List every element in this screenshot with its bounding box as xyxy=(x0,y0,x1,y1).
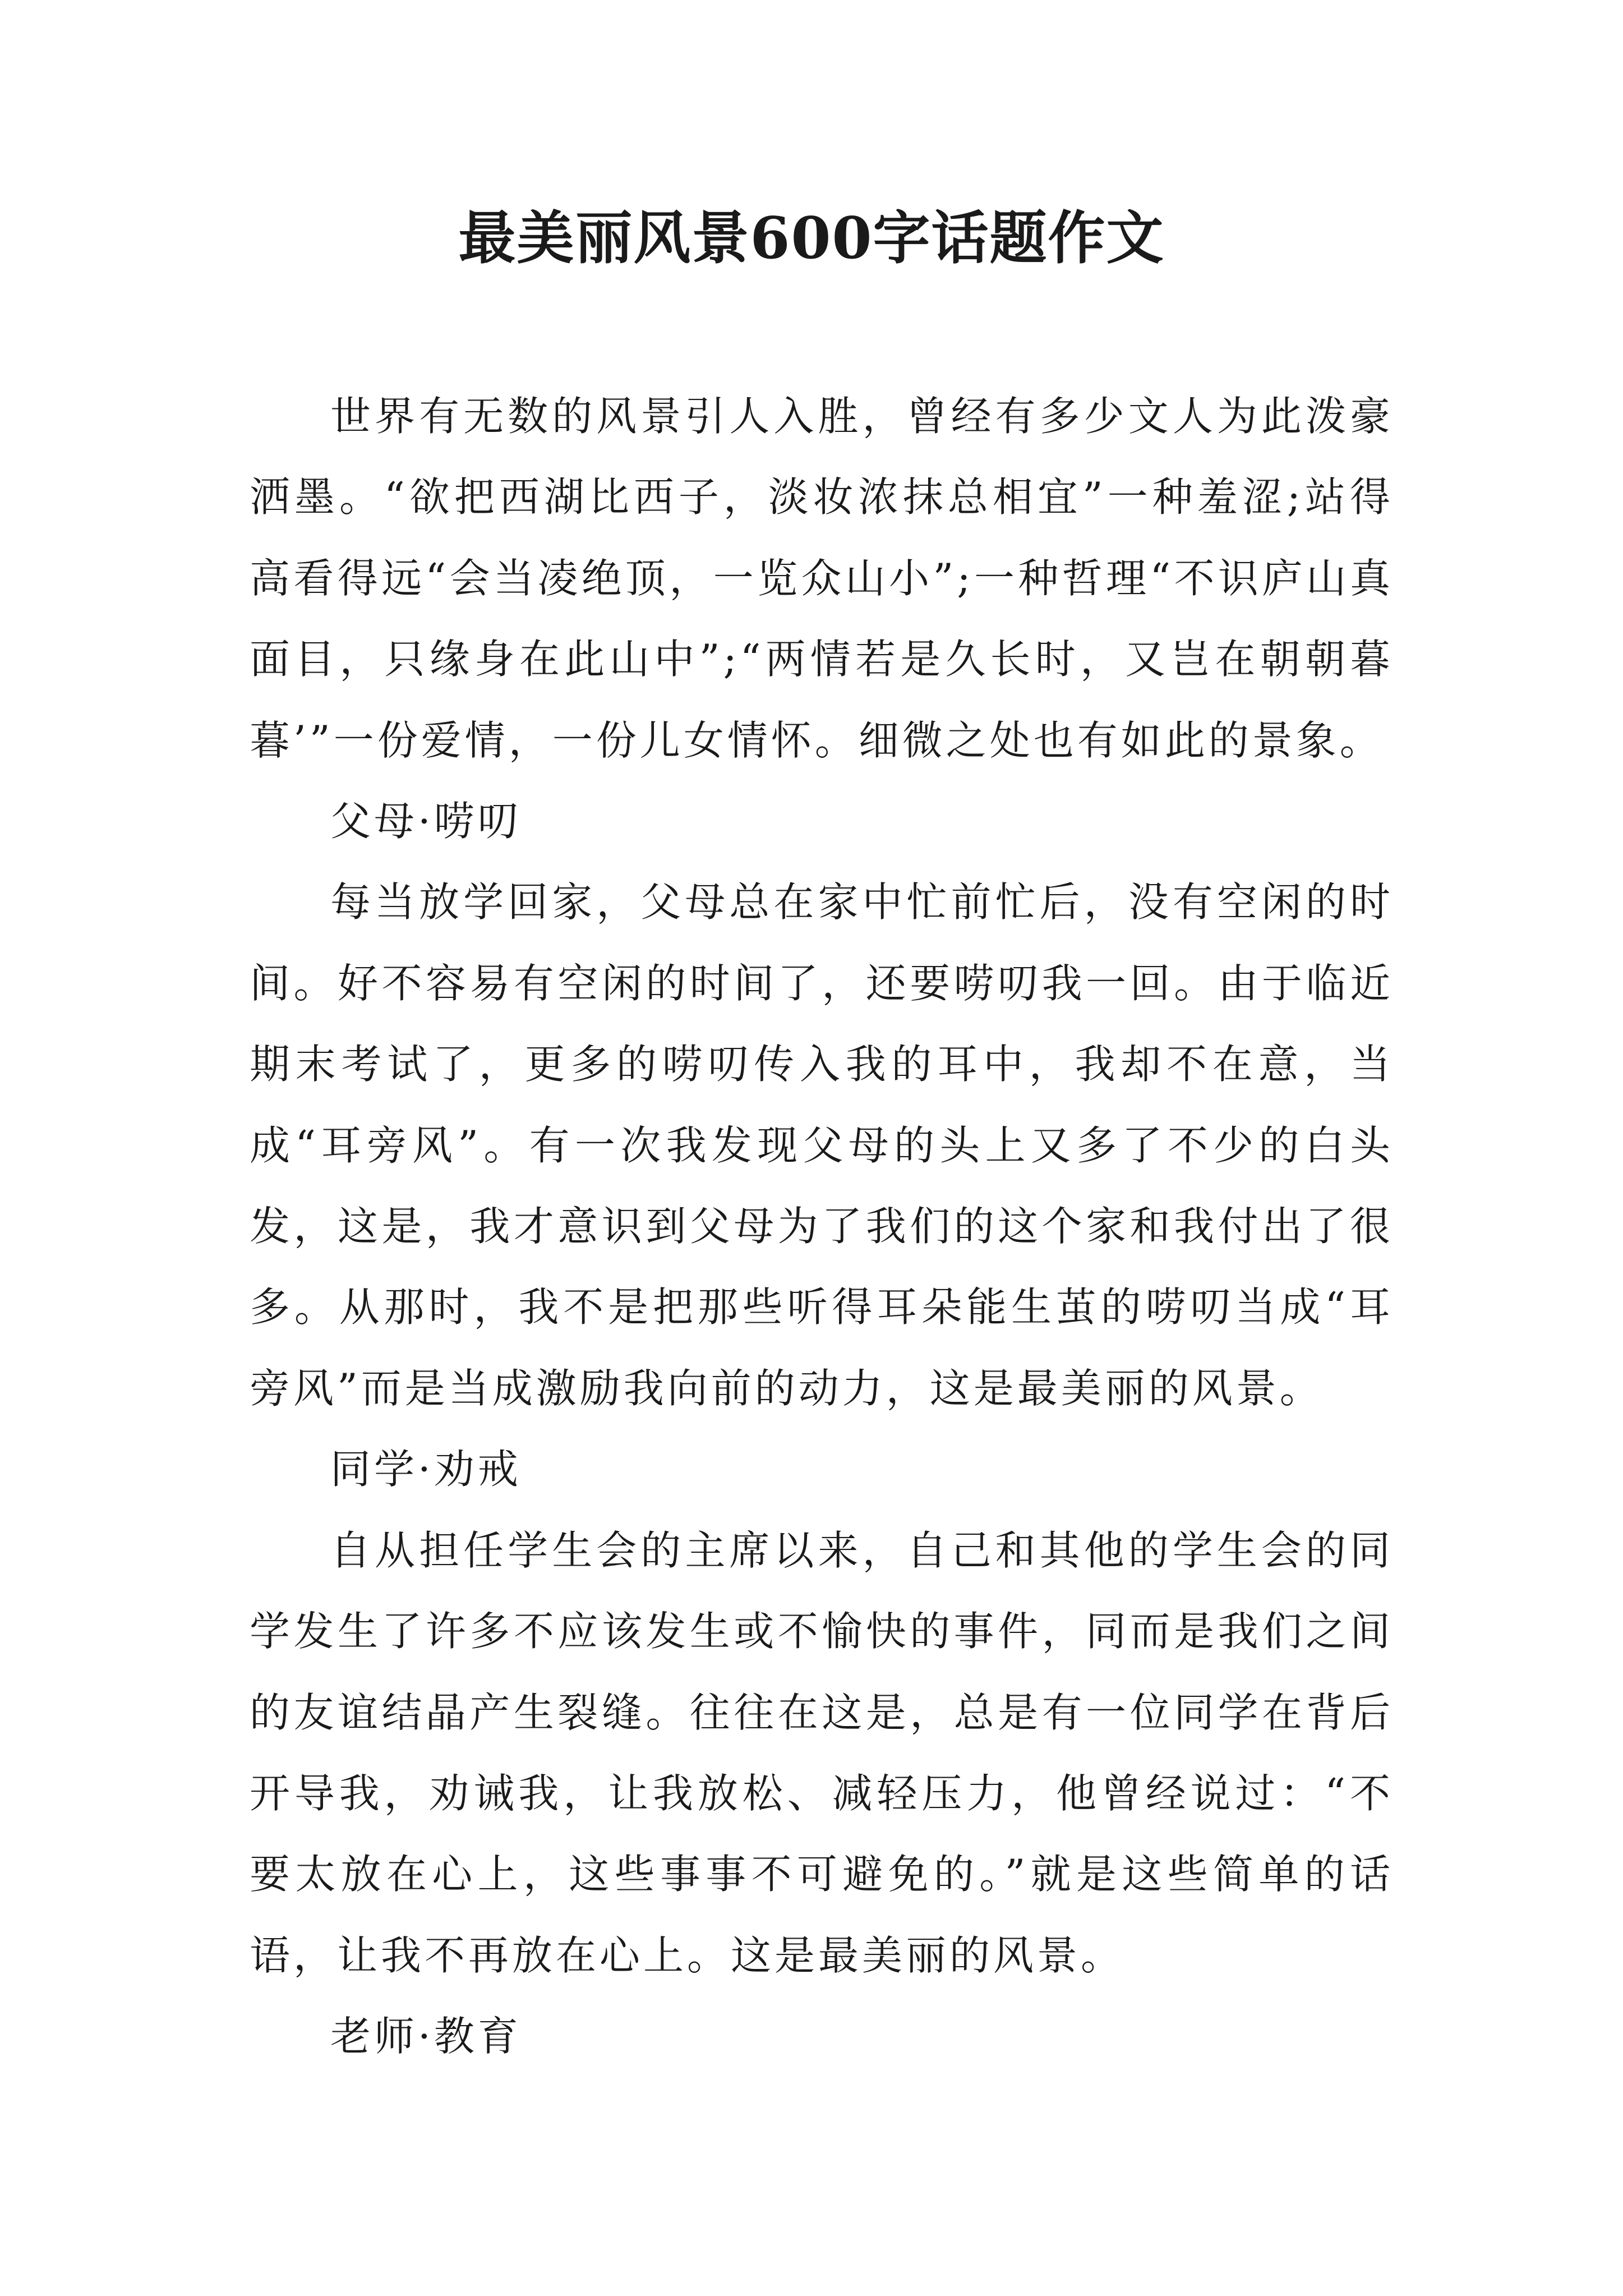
classmate-paragraph: 自从担任学生会的主席以来，自己和其他的学生会的同学发生了许多不应该发生或不愉快的事件，同而是我们之间的友谊结晶产生裂缝。往往在这是，总是有一位同学在背后开导我，劝诫我，让我放松、减轻压力，他曾经说过：“不要太放在心上，这些事事不可避免的。”就是这些简单的话语，让我不再放在心上。这是最美丽的风景。 xyxy=(250,1526,1394,1979)
parents-paragraph: 每当放学回家，父母总在家中忙前忙后，没有空闲的时间。好不容易有空闲的时间了，还要唠叨我一回。由于临近期末考试了，更多的唠叨传入我的耳中，我却不在意，当成“耳旁风”。有一次我发现父母的头上又多了不少的白头发，这是，我才意识到父母为了我们的这个家和我付出了很多。从那时，我不是把那些听得耳朵能生茧的唠叨当成“耳旁风”而是当成激励我向前的动力，这是最美丽的风景。 xyxy=(250,878,1394,1412)
section-heading-parents: 父母·唠叨 xyxy=(330,798,522,845)
document-body xyxy=(250,376,1394,2077)
intro-paragraph: 世界有无数的风景引人入胜，曾经有多少文人为此泼豪洒墨。“欲把西湖比西子，淡妆浓抹总相宜”一种羞涩;站得高看得远“会当凌绝顶，一览众山小”;一种哲理“不识庐山真面目，只缘身在此山中”;“两情若是久长时，又岂在朝朝暮暮’”一份爱情，一份儿女情怀。细微之处也有如此的景象。 xyxy=(250,393,1394,764)
section-heading-teacher: 老师·教育 xyxy=(330,2013,522,2060)
document-title: 最美丽风景600字话题作文 xyxy=(458,205,1165,272)
section-heading-classmate: 同学·劝戒 xyxy=(330,1446,522,1493)
